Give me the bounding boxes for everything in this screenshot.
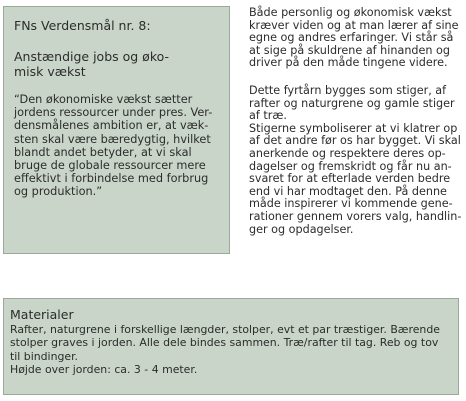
goal-quote-line: blandt andet betyder, at vi skal [14,145,192,159]
goal-quote-line: og produktion.” [14,185,103,199]
description-line: at sige på skuldrene af hinanden og [249,43,450,57]
goal-quote-line: densmålenes ambition er, at væk- [14,119,209,133]
goal-quote-line: jordens ressourcer under pres. Ver- [14,106,213,120]
description-column [249,7,464,236]
description-line: ger og opdagelser. [249,222,354,236]
description-line: egne og andres erfaringer. Vi står så [249,31,454,45]
description-line: rafter og naturgrene og gamle stiger [249,96,455,110]
description-line: Dette fyrtårn bygges som stiger, af [249,83,447,97]
goal-quote-line: sten skal være bæredygtig, hvilket [14,132,211,146]
description-line: rationer gennem vorers valg, handlin- [249,209,462,223]
goal-box [3,6,230,254]
description-line: anerkende og respektere deres op- [249,146,446,160]
goal-subtitle [14,49,220,79]
goal-quote-line: effektivt i forbindelse med forbrug [14,172,209,186]
goal-quote [14,93,220,199]
goal-quote-line: “Den økonomiske vækst sætter [14,93,193,106]
materials-line: stolper graves i jorden. Alle dele bindes sammen. Træ/rafter til tag. Reb og tov [10,336,439,350]
description-line: Stigerne symboliserer at vi klatrer op [249,121,458,135]
description-line: driver på den måde tingene videre. [249,56,448,70]
description-line: af træ. [249,109,287,123]
materials-line: Rafter, naturgrene i forskellige længder, stolper, evt et par træstiger. Bærende [10,323,440,336]
description-paragraph-1 [249,7,464,70]
description-line: kræver viden og at man lærer af sine [249,18,459,32]
description-line: af det andre før os har bygget. Vi skal [249,134,461,148]
goal-subtitle-line: misk vækst [14,64,86,79]
description-line: Både personlig og økonomisk vækst [249,6,452,19]
description-paragraph-3 [249,123,464,236]
description-line: måde inspirerer vi kommende gene- [249,197,453,211]
materials-box [3,298,459,395]
goal-quote-line: bruge de globale ressourcer mere [14,159,206,173]
materials-title: Materialer [10,307,74,322]
description-line: end vi har modtaget den. På denne [249,184,447,198]
description-paragraph-2 [249,85,464,123]
materials-text [10,323,452,377]
description-line: svaret for at efterlade verden bedre [249,172,451,186]
description-line: dagelser og fremskridt og får nu an- [249,159,452,173]
goal-title: FNs Verdensmål nr. 8: [14,18,151,33]
goal-subtitle-line: Anstændige jobs og øko- [14,49,170,64]
materials-line: Højde over jorden: ca. 3 - 4 meter. [10,363,198,377]
materials-line: til bindinger. [10,349,79,363]
